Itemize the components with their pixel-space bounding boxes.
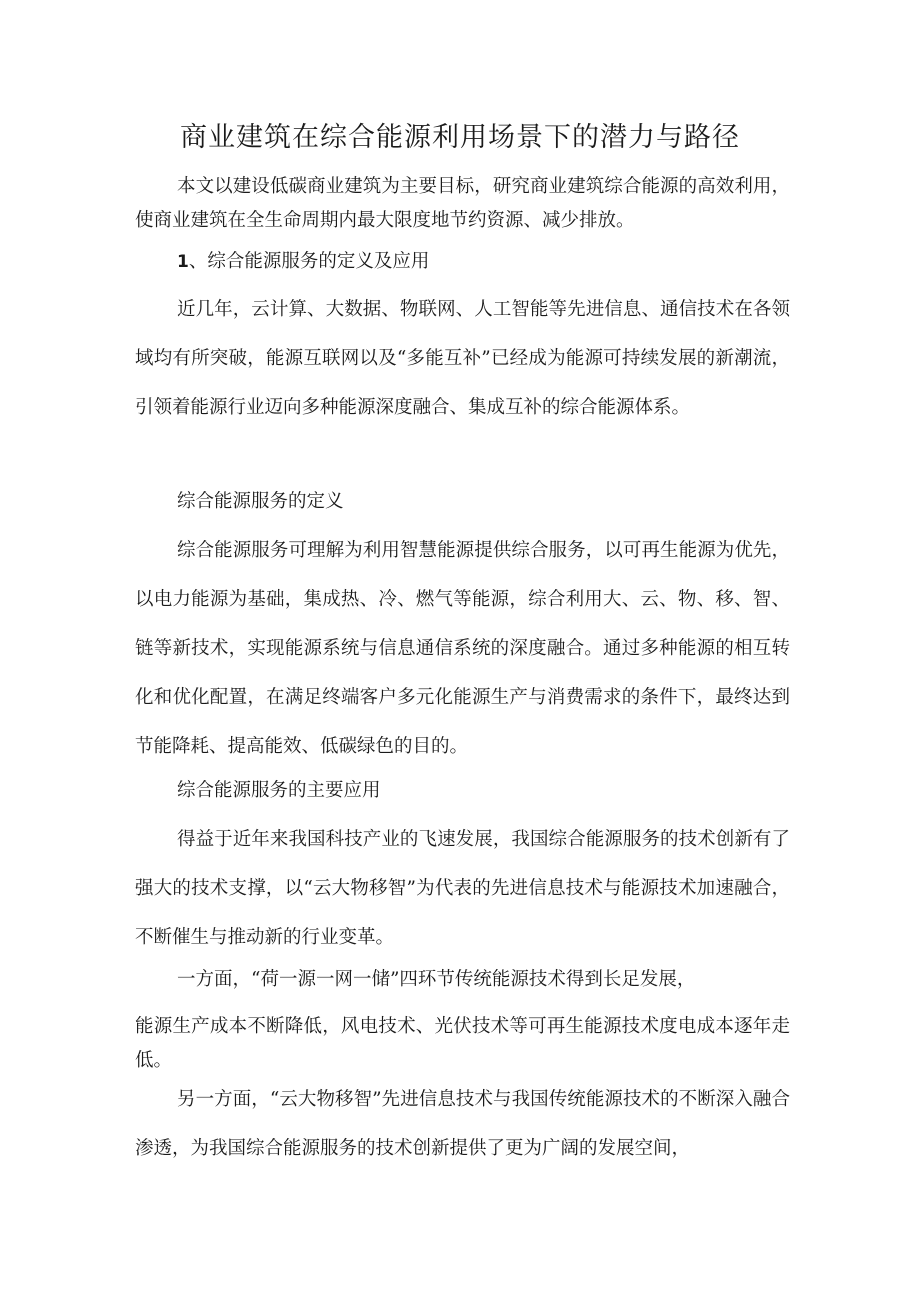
document-title: 商业建筑在综合能源利用场景下的潜力与路径 (180, 122, 740, 153)
otherhand-paragraph: 另一方面，“云大物移智”先进信息技术与我国传统能源技术的不断深入融合渗透，为我国综合能源服务的技术创新提供了更为广阔的发展空间， (135, 1089, 790, 1159)
section-heading-text: 、综合能源服务的定义及应用 (188, 251, 430, 272)
body-paragraph: 近几年，云计算、大数据、物联网、人工智能等先进信息、通信技术在各领域均有所突破，能源互联网以及“多能互补”已经成为能源可持续发展的新潮流，引领着能源行业迈向多种能源深度融合、集成互补的综合能源体系。 (135, 299, 790, 418)
section-heading (177, 245, 429, 279)
intro-paragraph: 本文以建设低碳商业建筑为主要目标，研究商业建筑综合能源的高效利用，使商业建筑在全生命周期内最大限度地节约资源、减少排放。 (135, 176, 790, 231)
onehand-paragraph: 能源生产成本不断降低，风电技术、光伏技术等可再生能源技术度电成本逐年走低。 (135, 1016, 790, 1071)
subheading-application: 综合能源服务的主要应用 (177, 780, 381, 801)
subheading-definition: 综合能源服务的定义 (177, 491, 344, 512)
application-paragraph: 得益于近年来我国科技产业的飞速发展，我国综合能源服务的技术创新有了强大的技术支撑，以“云大物移智”为代表的先进信息技术与能源技术加速融合，不断催生与推动新的行业变革。 (135, 829, 790, 948)
onehand-line: 一方面，“荷一源一网一储”四环节传统能源技术得到长足发展， (177, 969, 696, 990)
section-number: 1 (177, 252, 189, 272)
definition-paragraph: 综合能源服务可理解为利用智慧能源提供综合服务，以可再生能源为优先，以电力能源为基础，集成热、冷、燃气等能源，综合利用大、云、物、移、智、链等新技术，实现能源系统与信息通信系统的深度融合。通过多种能源的相互转化和优化配置，在满足终端客户多元化能源生产与消费需求的条件下，最终达到节能降耗、提高能效、低碳绿色的目的。 (135, 540, 790, 757)
